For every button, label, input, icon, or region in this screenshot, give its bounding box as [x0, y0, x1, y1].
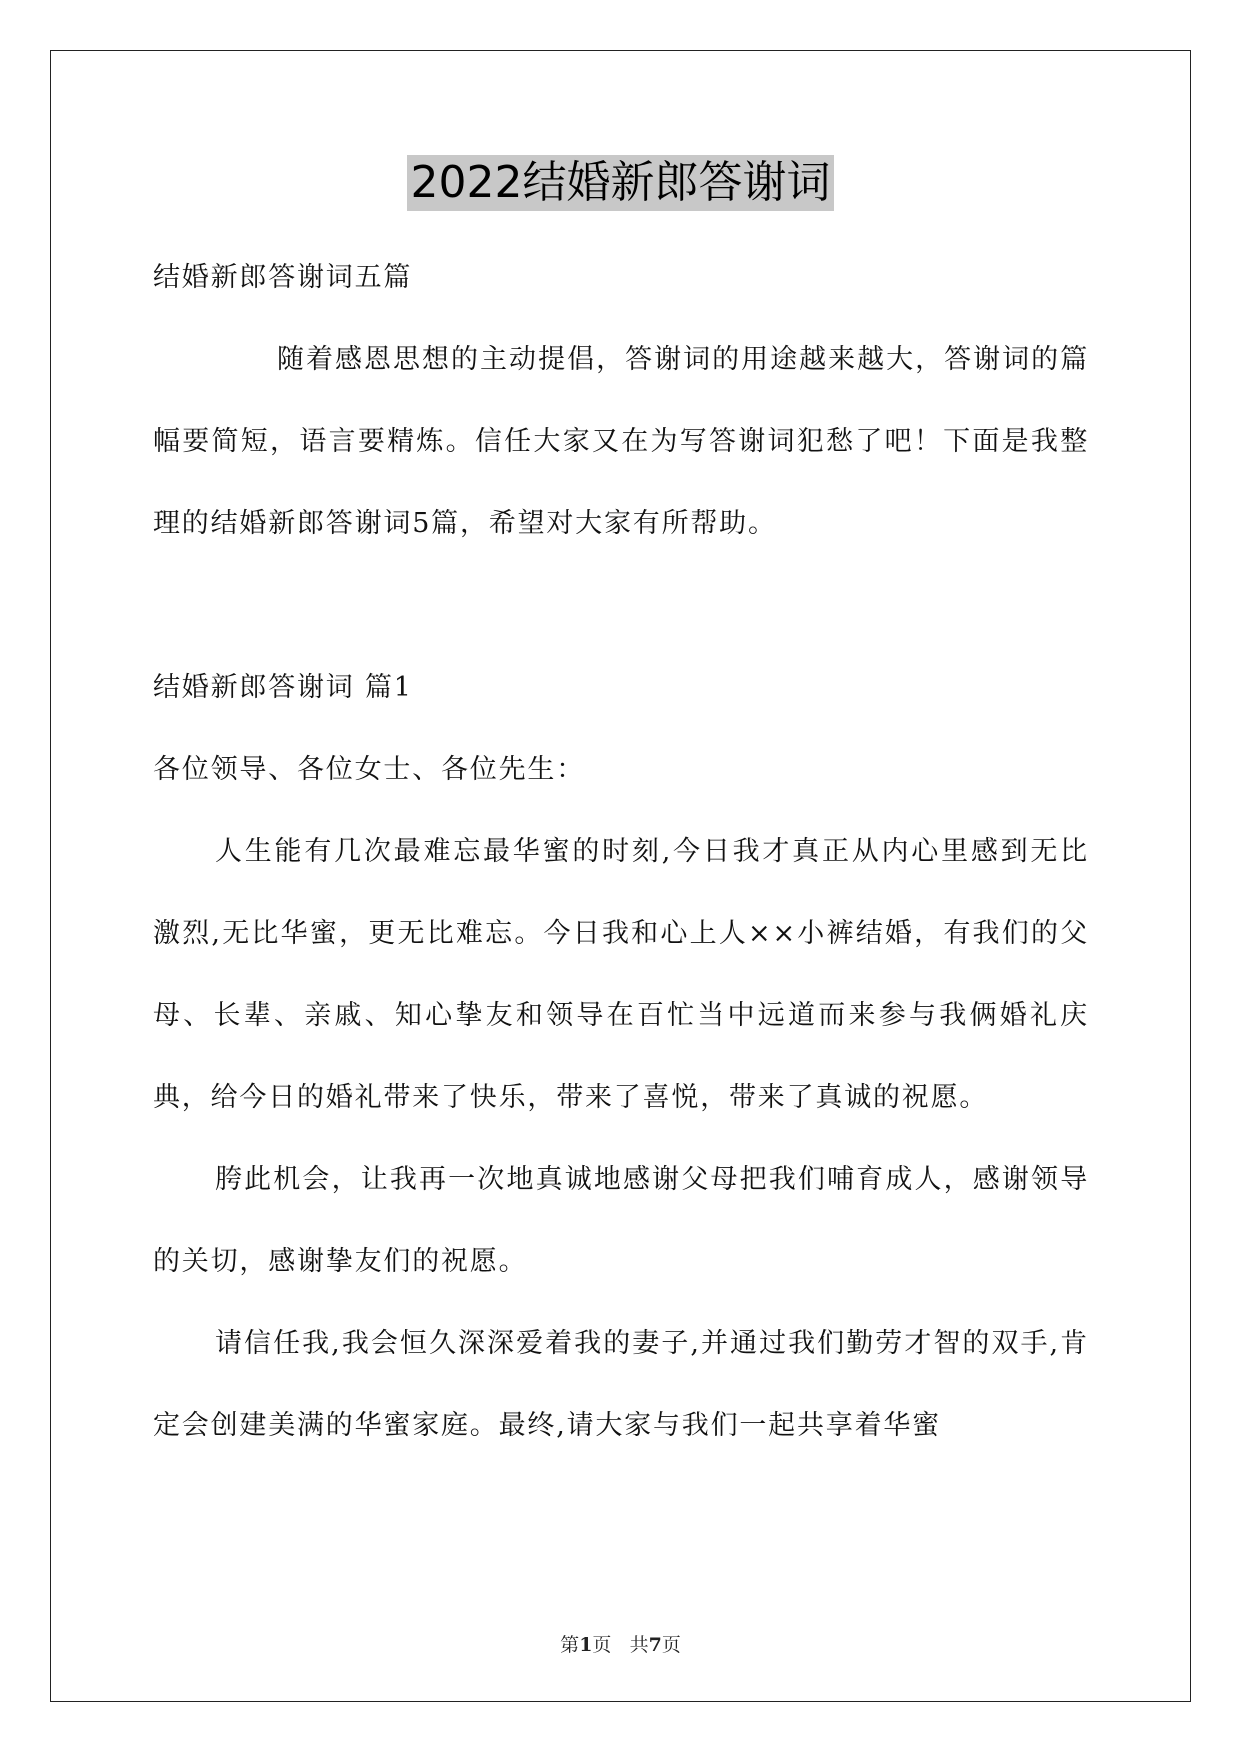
- total-pages-number: 7: [648, 1634, 662, 1656]
- document-body: [153, 237, 1089, 1467]
- intro-paragraph: 随着感恩思想的主动提倡，答谢词的用途越来越大，答谢词的篇幅要简短，语言要精炼。信任大家又在为写答谢词犯愁了吧！下面是我整理的结婚新郎答谢词5篇，希望对大家有所帮助。: [153, 344, 1089, 539]
- section-heading: 结婚新郎答谢词 篇1: [153, 672, 413, 703]
- salutation: 各位领导、各位女士、各位先生：: [153, 754, 585, 785]
- page-number-prefix: 第: [560, 1634, 580, 1656]
- title-container: [0, 155, 1241, 211]
- document-title: 2022结婚新郎答谢词: [407, 155, 835, 211]
- current-page-number: 1: [579, 1634, 593, 1656]
- page-number-suffix: 页: [592, 1634, 612, 1656]
- body-paragraph: 人生能有几次最难忘最华蜜的时刻,今日我才真正从内心里感到无比激烈,无比华蜜，更无比难忘。今日我和心上人××小裤结婚，有我们的父母、长辈、亲戚、知心挚友和领导在百忙当中远道而来参与我俩婚礼庆典，给今日的婚礼带来了快乐，带来了喜悦，带来了真诚的祝愿。: [153, 836, 1089, 1113]
- total-pages-prefix: 共: [629, 1634, 649, 1656]
- section-spacer: [153, 565, 1089, 647]
- document-subtitle: 结婚新郎答谢词五篇: [153, 262, 413, 293]
- body-paragraph: 胯此机会，让我再一次地真诚地感谢父母把我们哺育成人，感谢领导的关切，感谢挚友们的祝愿。: [153, 1164, 1089, 1277]
- total-pages-suffix: 页: [661, 1634, 681, 1656]
- body-paragraph: 请信任我,我会恒久深深爱着我的妻子,并通过我们勤劳才智的双手,肯定会创建美满的华蜜家庭。最终,请大家与我们一起共享着华蜜: [153, 1328, 1089, 1441]
- page-footer: [0, 1630, 1241, 1657]
